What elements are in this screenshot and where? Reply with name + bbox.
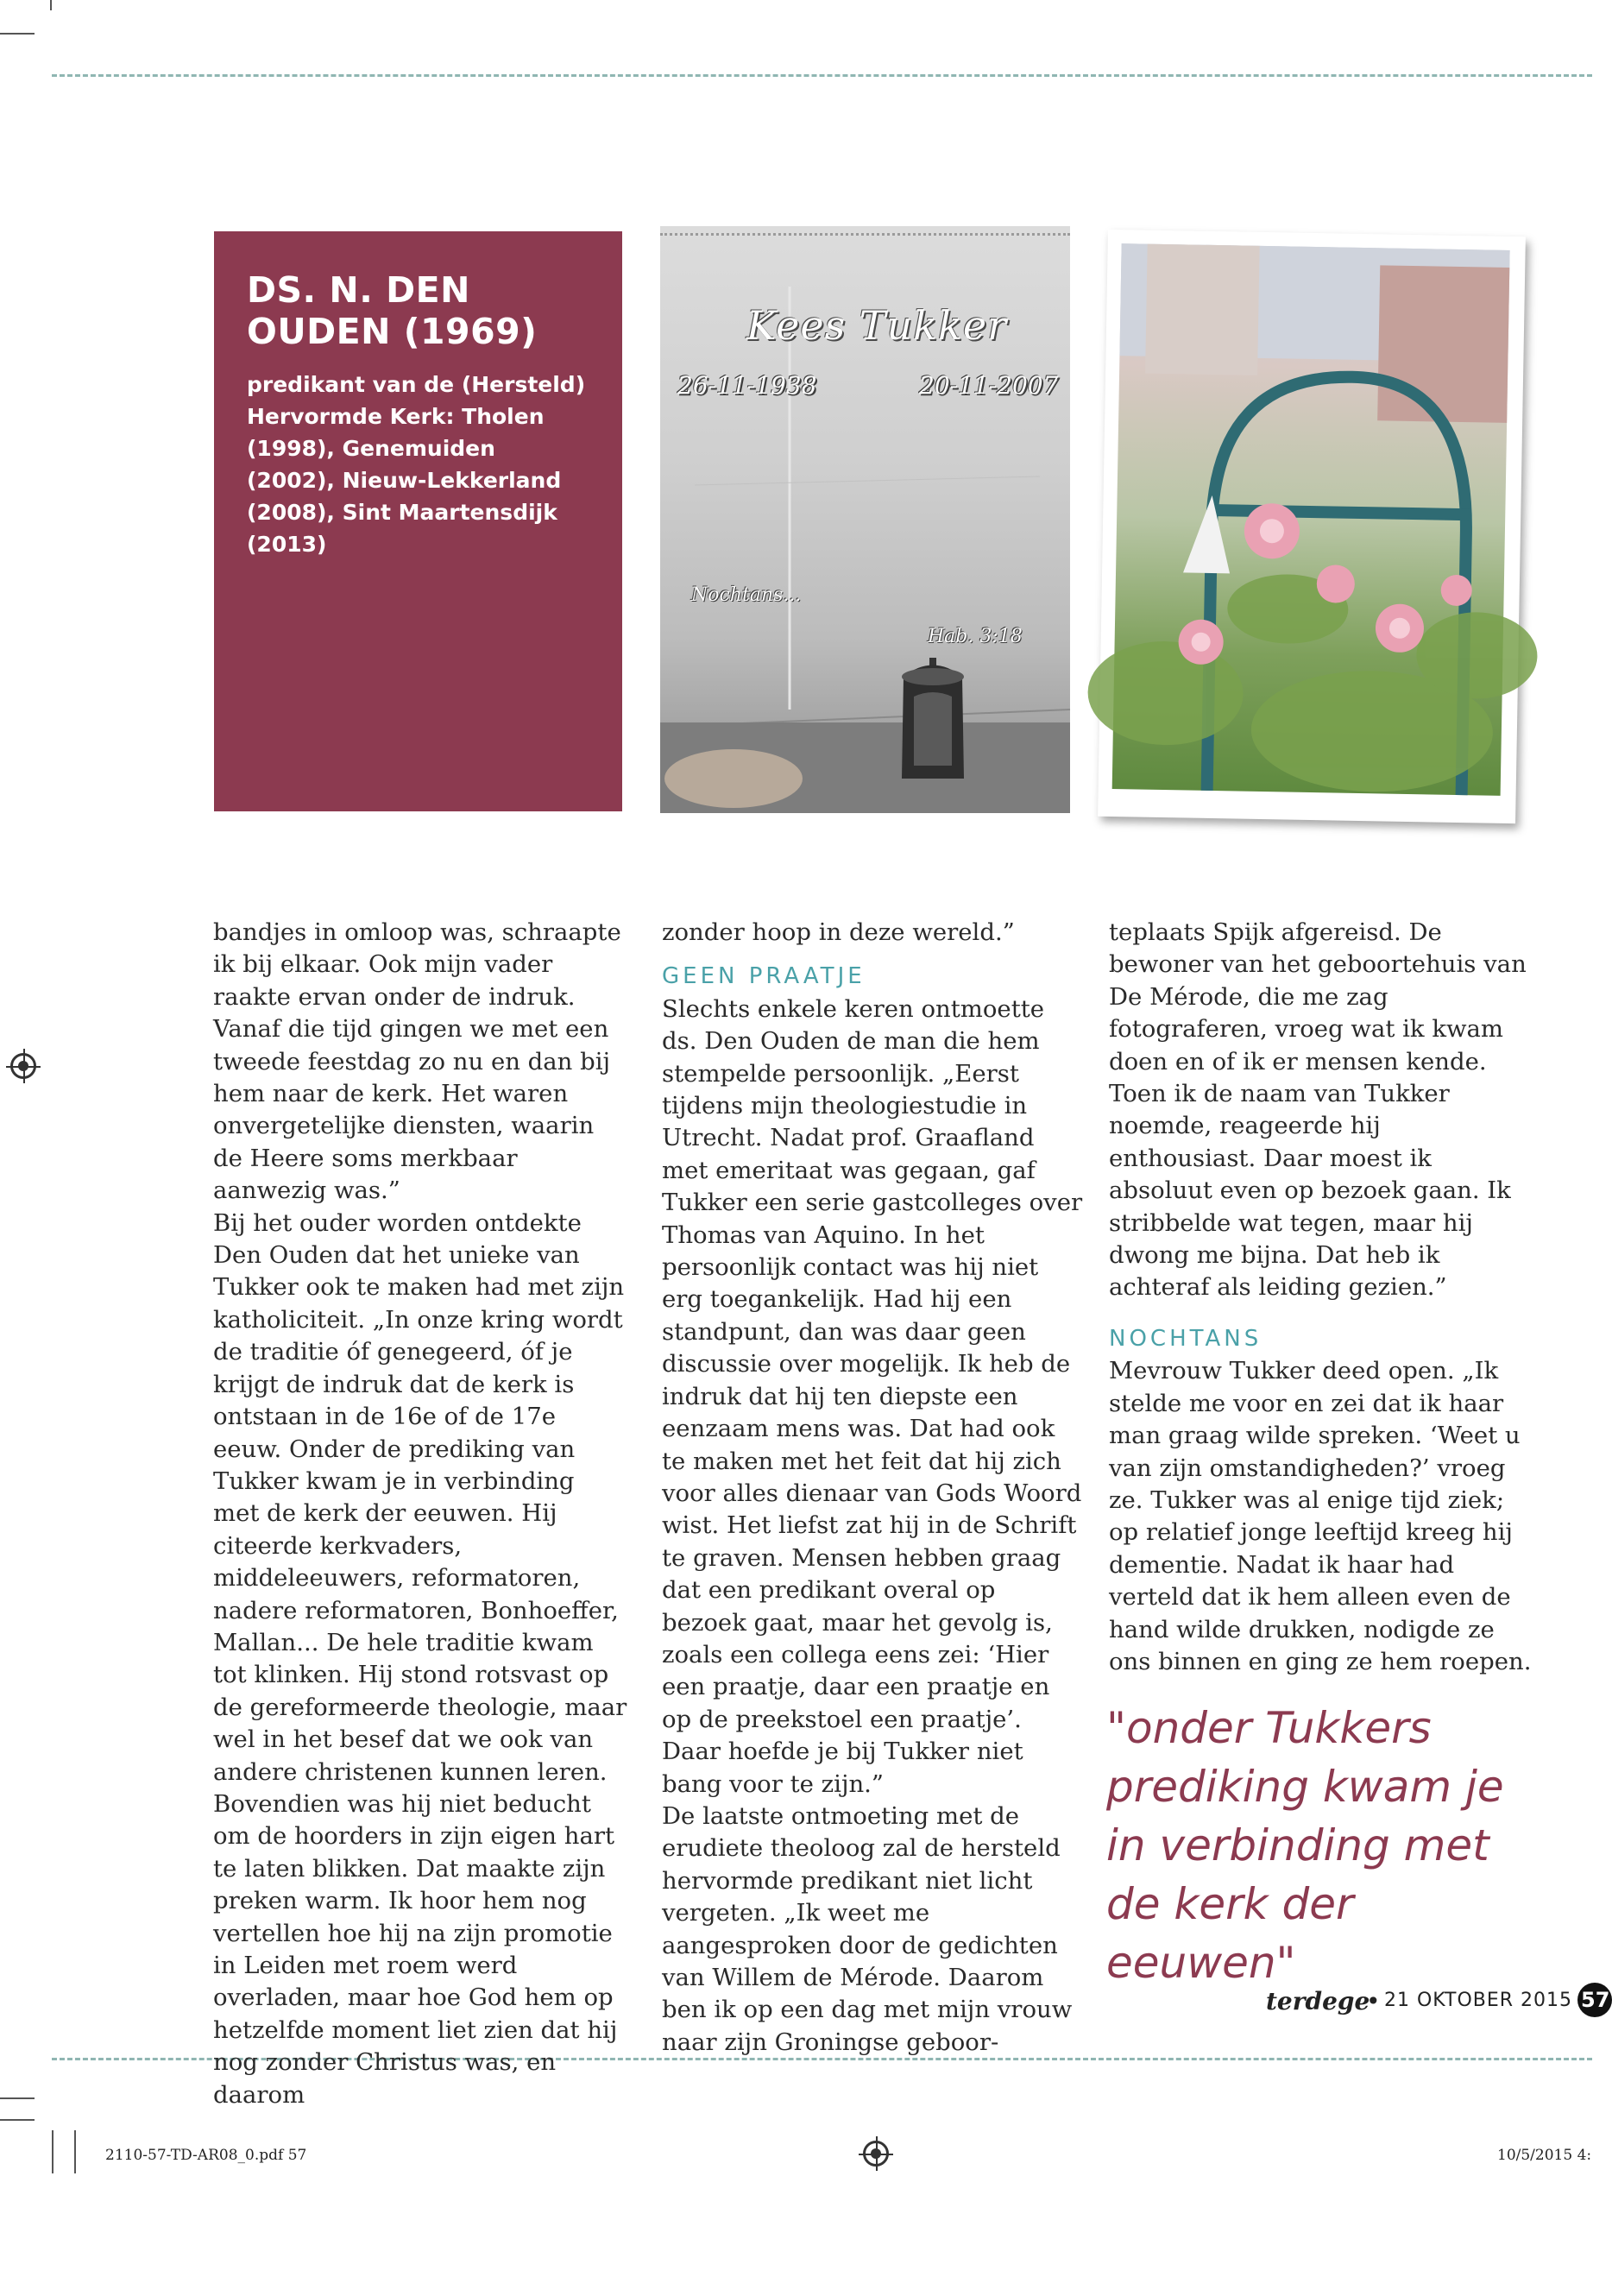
author-description: predikant van de (Hersteld) Hervormde Kerk: Tholen (1998), Genemuiden (2002), Nieuw-Lekkerland (2008), Sint Maartensdijk (2013) (247, 371, 586, 557)
page-number: 57 (1577, 1983, 1612, 2017)
crop-mark (0, 2119, 35, 2121)
gravestone-death-date: 20-11-2007 (919, 371, 1059, 400)
author-name: DS. N. DEN OUDEN (1969) (247, 269, 538, 353)
text-column-2 (662, 917, 1085, 2059)
gravestone-name: Kees Tukker (746, 302, 1008, 349)
slug-timestamp: 10/5/2015 4: (1497, 2147, 1592, 2164)
slug-filename: 2110-57-TD-AR08_0.pdf 57 (105, 2147, 307, 2164)
crop-mark (0, 33, 35, 35)
pull-quote: "onder Tukkers prediking kwam je in verbinding met de kerk der eeuwen" (1106, 1703, 1504, 1988)
trim-line-top (52, 74, 1592, 77)
gravestone-inscription: Nochtans... (691, 584, 802, 606)
subheading-geen-praatje: GEEN PRAATJE (662, 963, 866, 990)
crop-mark (74, 2130, 76, 2173)
paragraph: Bij het ouder worden ontdekte Den Ouden dat het unieke van Tukker ook te maken had met zijn katholiciteit. „In onze kring wordt de traditie óf genegeerd, óf je krijgt de indruk dat de kerk is ontstaan in de 16e of de 17e eeuw. Onder de prediking van Tukker kwam je in verbinding met de kerk der eeuwen. Hij citeerde kerkvaders, middeleeuwers, reformatoren, nadere reformatoren, Bonhoeffer, Mallan... De hele traditie kwam tot klinken. Hij stond rotsvast op de gereformeerde theologie, maar wel in het besef dat we ook van andere christenen kunnen leren. Bovendien was hij niet beducht om de hoorders in zijn eigen hart te laten blikken. Dat maakte zijn preken warm. Ik hoor hem nog vertellen hoe hij na zijn promotie in Leiden met roem werd overladen, maar hoe God hem op hetzelfde moment liet zien dat hij nog zonder Christus was, en daarom (213, 1208, 627, 2109)
paragraph: zonder hoop in deze wereld.” (662, 918, 1015, 946)
lantern-icon (902, 658, 964, 779)
magazine-logo: terdege (1266, 1987, 1370, 2015)
crop-mark (52, 2130, 54, 2173)
gravestone-birth-date: 26-11-1938 (677, 371, 817, 400)
paragraph: De laatste ontmoeting met de erudiete theoloog zal de hersteld hervormde predikant niet licht vergeten. „Ik weet me aangesproken door de gedichten van Willem de Mérode. Daarom ben ik op een dag met mijn vrouw naar zijn Groningse geboor- (662, 1801, 1073, 2056)
paragraph: bandjes in omloop was, schraapte ik bij elkaar. Ook mijn vader raakte ervan onder de indruk. Vanaf die tijd gingen we met een tweede feestdag zo nu en dan bij hem naar de kerk. Het waren onvergetelijke diensten, waarin de Heere soms merkbaar aanwezig was.” (213, 918, 621, 1205)
registration-mark-icon (863, 2141, 889, 2167)
crop-mark (0, 2097, 35, 2099)
paragraph: Slechts enkele keren ontmoette ds. Den Ouden de man die hem stempelde persoonlijk. „Eerst tijdens mijn theologiestudie in Utrecht. Nadat prof. Graafland met emeritaat was gegaan, gaf Tukker een serie gastcolleges over Thomas van Aquino. In het persoonlijk contact was hij niet erg toegankelijk. Had hij een standpunt, dan was daar geen discussie over mogelijk. Ik heb de indruk dat hij ten diepste een eenzaam mens was. Dat had ook te maken met het feit dat hij zich voor alles dienaar van Gods Woord wist. Het liefst zat hij in de Schrift te graven. Mensen hebben graag dat een predikant overal op bezoek gaat, maar het gevolg is, zoals een collega eens zei: ‘Hier een praatje, daar een praatje en op de preekstoel een praatje’. Daar hoefde je bij Tukker niet bang voor te zijn.” (662, 994, 1083, 1798)
subheading-nochtans: NOCHTANS (1109, 1325, 1263, 1352)
issue-date: 21 OKTOBER 2015 (1384, 1990, 1573, 2011)
flowers-illustration (1112, 243, 1510, 796)
registration-mark-icon (10, 1053, 36, 1079)
gravestone-verse: Hab. 3:18 (928, 626, 1023, 647)
flowers-photo (1112, 243, 1510, 796)
text-column-1 (213, 917, 627, 2111)
flowers-photo-frame (1098, 230, 1526, 823)
text-column-3 (1109, 917, 1532, 1678)
author-info-box (214, 231, 622, 811)
crop-mark (50, 0, 52, 10)
paragraph: Mevrouw Tukker deed open. „Ik stelde me voor en zei dat ik haar man graag wilde spreken. ‘Weet u van zijn omstandigheden?’ vroeg ze. Tukker was al enige tijd ziek; op relatief jonge leeftijd kreeg hij dementie. Nadat ik haar had verteld dat ik hem alleen even de hand wilde drukken, nodigde ze ons binnen en ging ze hem roepen. (1109, 1357, 1532, 1675)
gravestone-photo (660, 226, 1070, 813)
footer-separator: • (1366, 1987, 1381, 2015)
paragraph: teplaats Spijk afgereisd. De bewoner van het geboortehuis van De Mérode, die me zag fotograferen, vroeg wat ik kwam doen en of ik er mensen kende. Toen ik de naam van Tukker noemde, reageerde hij enthousiast. Daar moest ik absoluut even op bezoek gaan. Ik stribbelde wat tegen, maar hij dwong me bijna. Dat heb ik achteraf als leiding gezien.” (1109, 918, 1527, 1302)
